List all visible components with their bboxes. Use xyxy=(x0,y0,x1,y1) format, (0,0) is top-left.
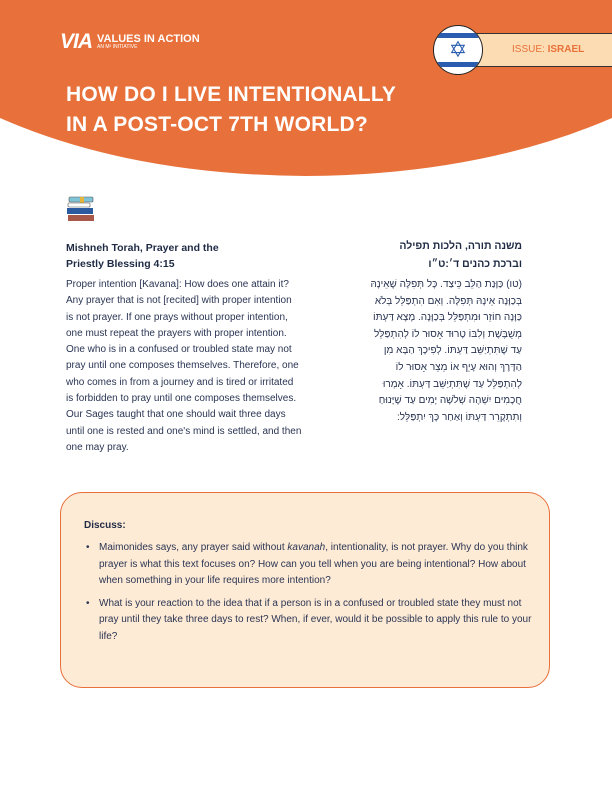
title-line: IN A POST-OCT 7TH WORLD? xyxy=(66,113,368,136)
text-line: until one is rested and one's mind is settled, and then xyxy=(66,425,302,437)
source-title-line: וברכת כהנים ד׳:ט״ו xyxy=(428,258,522,270)
text-line: לְהִתְפַּלֵּל עַד שֶׁתִּתְיַשֵּׁב דַּעְתּוֹ. אָמְרוּ xyxy=(382,378,522,390)
discuss-title: Discuss: xyxy=(84,520,126,531)
source-title-line: משנה תורה, הלכות תפילה xyxy=(399,240,522,252)
question-text: , intentionality, is not prayer. Why do you think prayer is what this text focuses on? How can you tell when you are being intentional? How about when something in your life requires more intention? xyxy=(99,542,528,586)
discussion-question xyxy=(84,540,534,590)
text-line: וְתִתְקָרֵר דַּעְתּוֹ וְאַחַר כָּךְ יִתְפַּלֵּל: xyxy=(396,411,522,423)
title-line: HOW DO I LIVE INTENTIONALLY xyxy=(66,83,397,106)
issue-value: ISRAEL xyxy=(547,44,585,55)
text-line: מְשֻׁבֶּשֶׁת וְלִבּוֹ טָרוּד אָסוּר לוֹ לְהִתְפַּלֵּל xyxy=(373,328,522,340)
logo-title: VALUES IN ACTION xyxy=(97,33,200,45)
page-title xyxy=(66,80,396,140)
israel-flag-icon xyxy=(433,25,483,75)
issue-prefix: ISSUE: xyxy=(512,44,545,55)
discuss-box xyxy=(60,492,550,688)
logo-subtitle: AN M² INITIATIVE xyxy=(97,44,138,50)
discussion-questions xyxy=(84,540,534,651)
star-of-david-icon: ✡ xyxy=(448,37,468,62)
text-line: pray until one composes themselves. Therefore, one xyxy=(66,360,299,372)
text-line: Any prayer that is not [recited] with proper intention xyxy=(66,295,292,307)
source-title-english xyxy=(66,240,219,272)
text-line: Proper intention [Kavana]: How does one attain it? xyxy=(66,279,289,290)
text-line: בְּכַוָּנָה אֵינָהּ תְּפִלָּה. וְאִם הִתְפַּלֵּל בְּלֹא xyxy=(374,295,522,307)
text-line: עַד שֶׁתִּתְיַשֵּׁב דַּעְתּוֹ. לְפִיכָךְ הַבָּא מִן xyxy=(383,345,522,357)
via-logo xyxy=(60,30,200,54)
text-line: One who is in a confused or troubled state may not xyxy=(66,344,292,356)
logo-mark: VIA xyxy=(60,30,93,53)
source-text-hebrew xyxy=(370,277,522,426)
issue-badge xyxy=(470,33,612,67)
source-title-hebrew xyxy=(399,237,522,273)
source-title-line: Priestly Blessing 4:15 xyxy=(66,258,175,270)
text-line: one must repeat the prayers with proper intention. xyxy=(66,327,287,339)
text-line: (טו) כַּוָּנַת הַלֵּב כֵּיצַד. כָּל תְּפִלָּה שֶׁאֵינָהּ xyxy=(370,279,522,290)
term-kavanah: kavanah xyxy=(287,542,326,553)
text-line: is forbidden to pray until one composes themselves. xyxy=(66,393,297,405)
text-line: one may pray. xyxy=(66,441,129,453)
text-line: is not prayer. If one prays without proper intention, xyxy=(66,311,288,323)
text-line: Our Sages taught that one should wait three days xyxy=(66,409,286,421)
question-text: Maimonides says, any prayer said without xyxy=(99,542,288,553)
text-line: who comes in from a journey and is tired or irritated xyxy=(66,376,294,388)
source-title-line: Mishneh Torah, Prayer and the xyxy=(66,242,219,254)
text-line: הַדֶּרֶךְ וְהוּא עָיֵף אוֹ מֵצֵר אָסוּר לוֹ xyxy=(395,361,522,373)
discussion-question: • What is your reaction to the idea that if a person is in a confused or troubled state they must not pray until they take three days to rest? When, if ever, would it be possible to apply this rule to your life? xyxy=(84,596,534,646)
source-text-english xyxy=(66,277,301,456)
text-line: חֲכָמִים יִשְׁהֶה שְׁלֹשָׁה יָמִים עַד שֶׁיָּנוּחַ xyxy=(378,395,522,407)
text-line: כַּוָּנָה חוֹזֵר וּמִתְפַּלֵּל בְּכַוָּנָה. מָצָא דַּעְתּוֹ xyxy=(373,312,522,324)
books-icon xyxy=(66,194,96,224)
